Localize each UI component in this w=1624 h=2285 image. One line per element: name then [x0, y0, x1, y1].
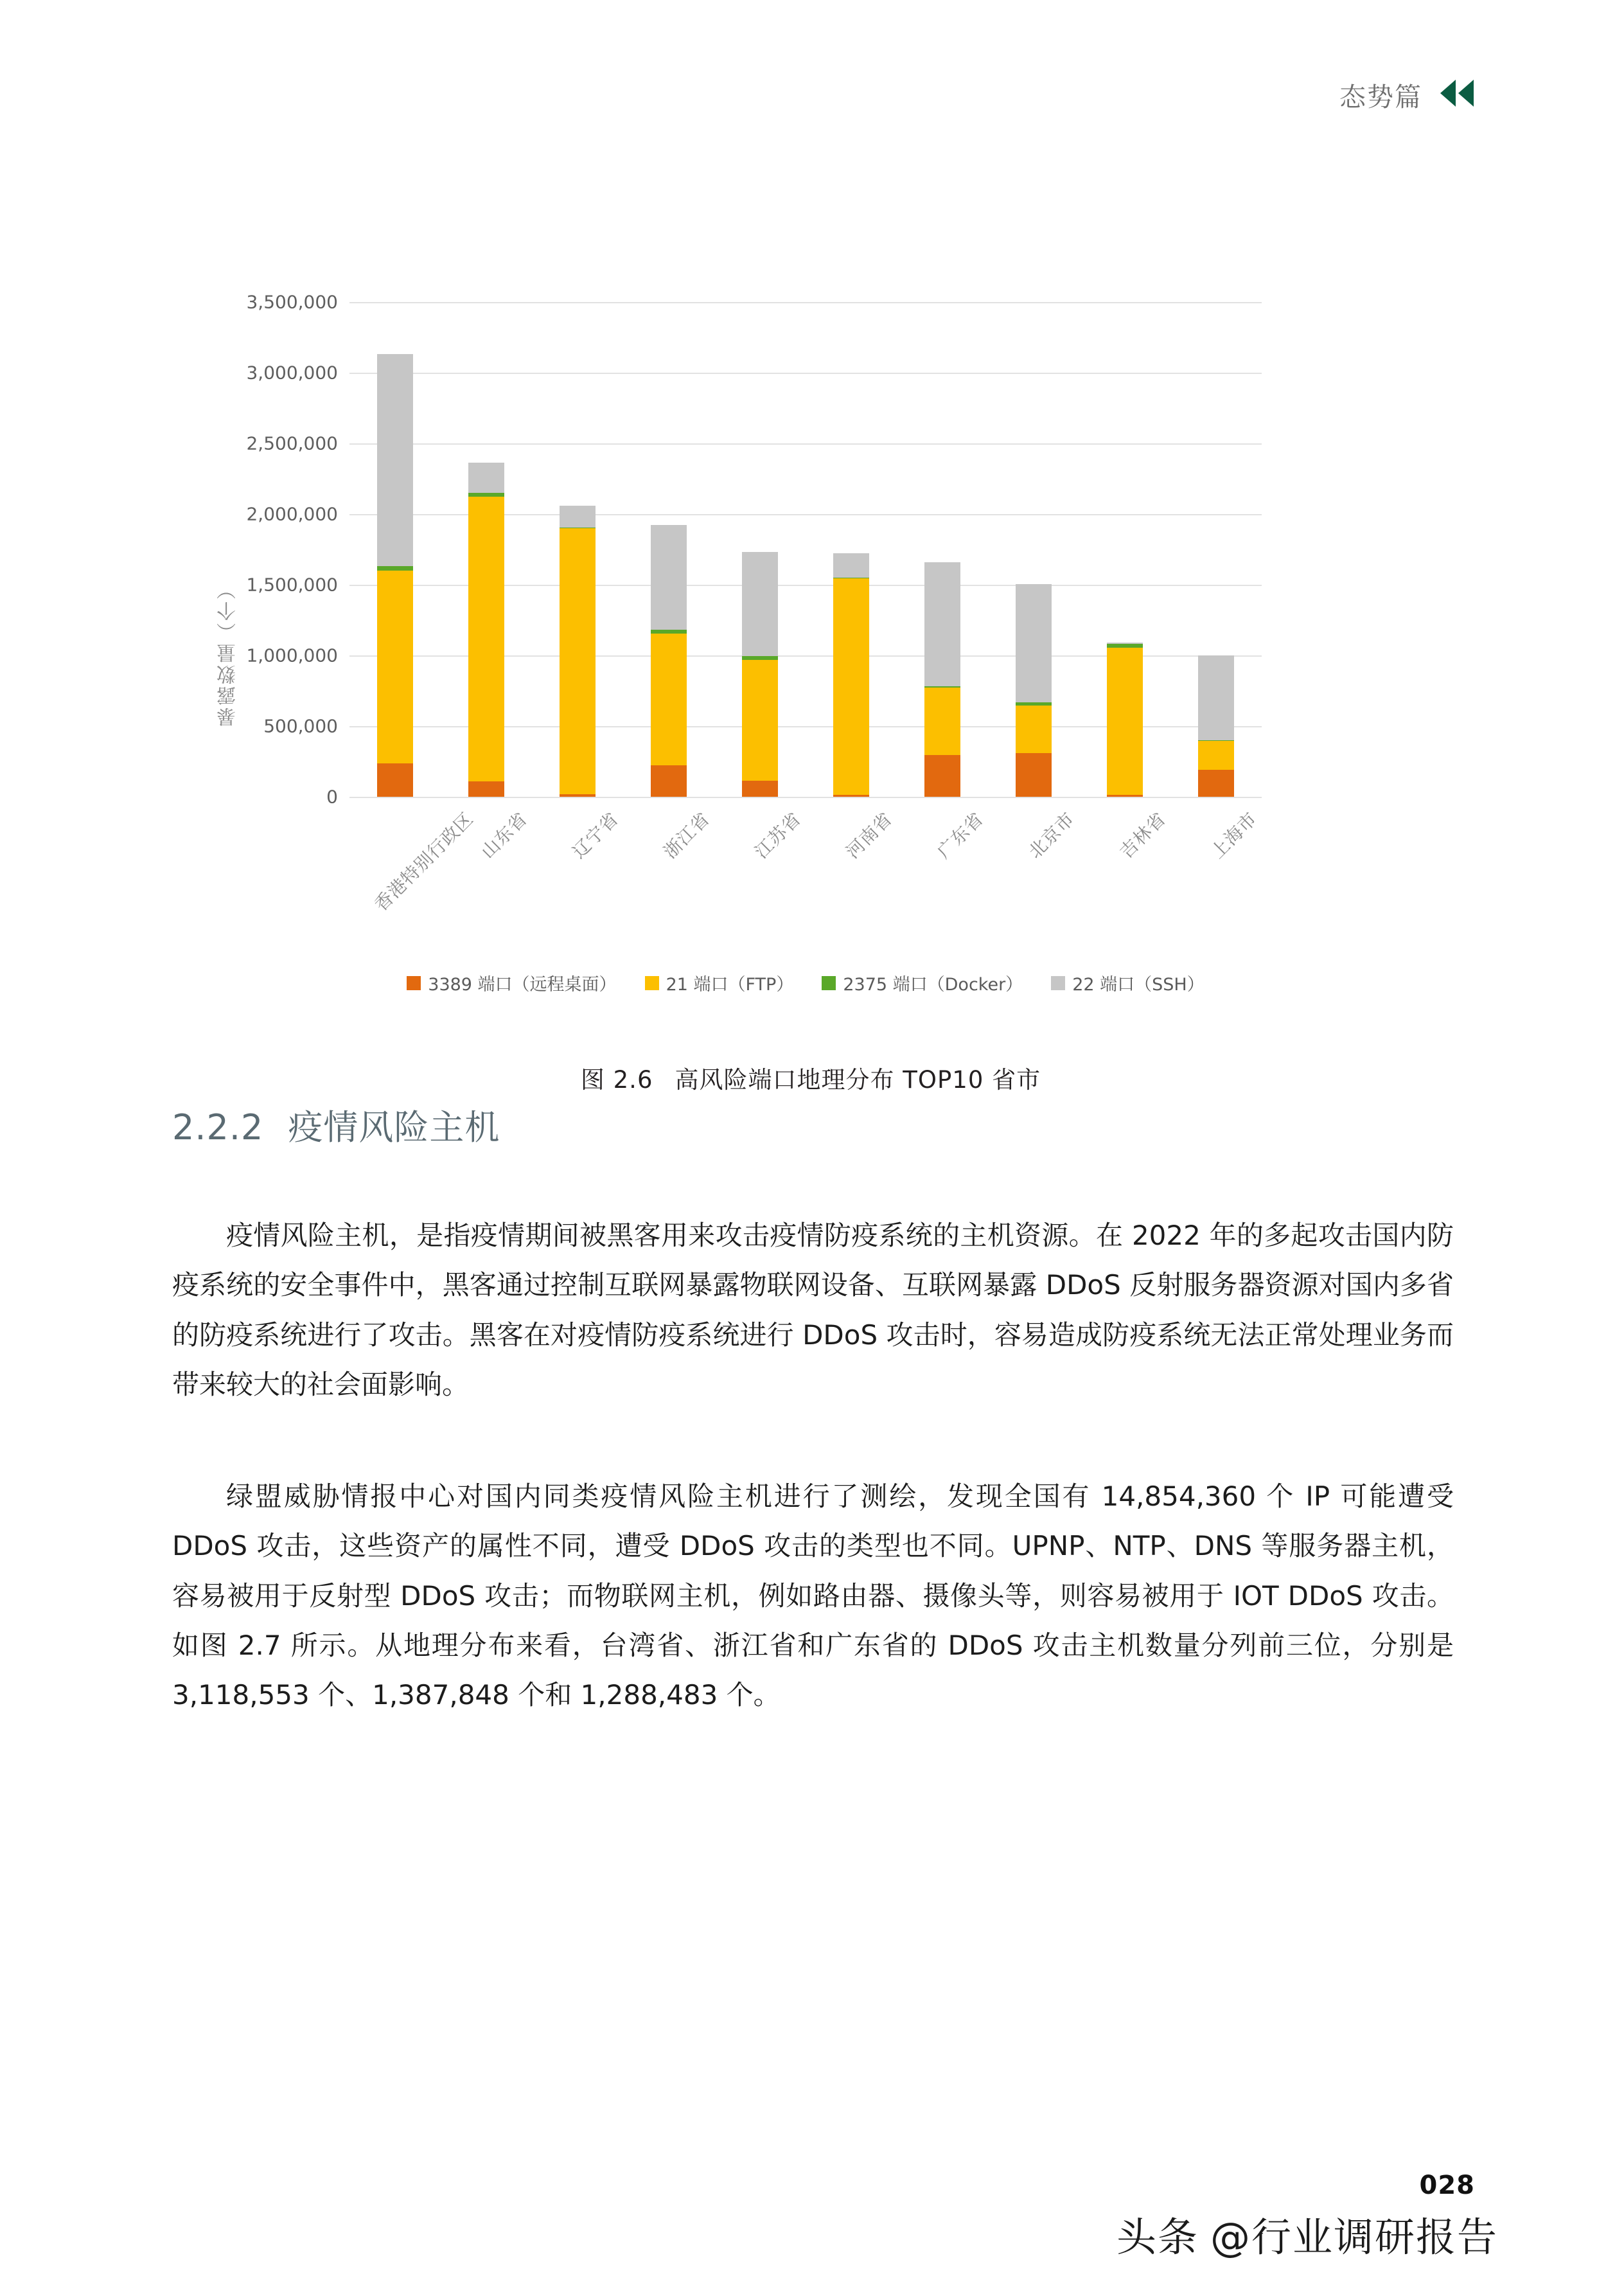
x-label-slot [441, 802, 532, 950]
x-label-slot [1079, 802, 1170, 950]
stacked-bar [1107, 643, 1143, 797]
legend-label: 2375 端口（Docker） [843, 975, 1023, 995]
page-header [1339, 76, 1475, 114]
bar-segment [560, 794, 596, 797]
y-tick-label: 2,500,000 [246, 432, 338, 454]
y-tick-label: 3,500,000 [246, 291, 338, 313]
y-tick-label: 3,000,000 [246, 362, 338, 384]
bar-segment [377, 566, 413, 571]
bar-segment [742, 781, 778, 797]
x-label-slot [532, 802, 623, 950]
x-tick-label: 上海市 [1206, 808, 1262, 863]
bar-slot [623, 302, 714, 797]
bar-segment [1016, 706, 1052, 753]
bar-slot [349, 302, 441, 797]
bar-segment [377, 571, 413, 763]
bar-segment [560, 528, 596, 794]
section-title: 疫情风险主机 [288, 1107, 500, 1148]
y-tick-label: 500,000 [263, 715, 338, 737]
legend-item[interactable] [645, 970, 794, 995]
bar-segment [377, 354, 413, 566]
bar-slot [441, 302, 532, 797]
bar-slot [806, 302, 897, 797]
bar-segment [924, 562, 960, 687]
bar-segment [924, 755, 960, 797]
bar-slot [1170, 302, 1262, 797]
bar-segment [742, 660, 778, 781]
chart-x-tick-labels [349, 802, 1262, 950]
legend-item[interactable] [822, 970, 1023, 995]
stacked-bar [742, 552, 778, 797]
bar-segment [1107, 648, 1143, 795]
stacked-bar [651, 525, 687, 797]
x-tick-label: 江苏省 [750, 808, 806, 863]
bar-segment [468, 463, 504, 493]
rewind-double-left-icon [1439, 78, 1475, 111]
legend-swatch-icon [645, 976, 659, 990]
x-label-slot [988, 802, 1079, 950]
watermark [1116, 2205, 1498, 2263]
chart-frame [168, 291, 1453, 995]
bar-segment [1016, 584, 1052, 702]
x-label-slot [714, 802, 806, 950]
stacked-bar [1016, 584, 1052, 797]
stacked-bar [377, 354, 413, 797]
bar-slot [714, 302, 806, 797]
chart-y-axis-label: 暴露数量（个） [217, 578, 240, 727]
bar-segment [833, 578, 869, 795]
legend-item[interactable] [407, 970, 616, 995]
x-label-slot [623, 802, 714, 950]
bar-slot [532, 302, 623, 797]
stacked-bar [468, 463, 504, 797]
page-number: 028 [1419, 2171, 1475, 2200]
bar-segment [833, 553, 869, 578]
bar-slot [1079, 302, 1170, 797]
x-tick-label: 北京市 [1024, 808, 1079, 863]
bar-segment [1198, 770, 1234, 797]
y-tick-label: 0 [326, 786, 338, 808]
bar-segment [651, 765, 687, 797]
bar-segment [468, 497, 504, 781]
watermark-prefix: 头条 [1116, 2214, 1199, 2261]
stacked-bar [833, 553, 869, 797]
bar-slot [897, 302, 988, 797]
legend-swatch-icon [1051, 976, 1065, 990]
bar-segment [833, 795, 869, 797]
section-heading [172, 1100, 500, 1150]
chart-plot-area [246, 291, 1262, 808]
bar-segment [468, 781, 504, 797]
x-tick-label: 山东省 [477, 808, 532, 863]
stacked-bar [924, 562, 960, 797]
figure-caption-text: 高风险端口地理分布 TOP10 省市 [675, 1066, 1041, 1094]
x-tick-label: 辽宁省 [568, 808, 623, 863]
bar-segment [924, 688, 960, 756]
bar-segment [560, 506, 596, 528]
figure-2-6 [168, 291, 1453, 1094]
bar-segment [1198, 655, 1234, 740]
body-paragraph-1: 疫情风险主机，是指疫情期间被黑客用来攻击疫情防疫系统的主机资源。在 2022 年的多起攻击国内防疫系统的安全事件中，黑客通过控制互联网暴露物联网设备、互联网暴露 DDoS 反射服务器资源对国内多省的防疫系统进行了攻击。黑客在对疫情防疫系统进行 DDoS 攻击时，容易造成防疫系统无法正常处理业务而带来较大的社会面影响。 [172, 1220, 1454, 1400]
figure-caption-number: 图 2.6 [580, 1066, 653, 1094]
gridline [349, 797, 1262, 798]
x-tick-label: 广东省 [933, 808, 988, 863]
x-tick-label: 吉林省 [1115, 808, 1170, 863]
legend-label: 3389 端口（远程桌面） [428, 975, 617, 995]
legend-label: 22 端口（SSH） [1072, 975, 1205, 995]
y-tick-label: 2,000,000 [246, 503, 338, 525]
header-title: 态势篇 [1339, 82, 1422, 112]
bar-slot [988, 302, 1079, 797]
body-paragraph-2: 绿盟威胁情报中心对国内同类疫情风险主机进行了测绘，发现全国有 14,854,360 个 IP 可能遭受 DDoS 攻击，这些资产的属性不同，遭受 DDoS 攻击的类型也不同。UPNP、NTP、DNS 等服务器主机，容易被用于反射型 DDoS 攻击；而物联网主机，例如路由器、摄像头等，则容易被用于 IOT DDoS 攻击。如图 2.7 所示。从地理分布来看，台湾省、浙江省和广东省的 DDoS 攻击主机数量分列前三位，分别是 3,118,553 个、1,387,848 个和 1,288,483 个。 [172, 1480, 1454, 1711]
stacked-bar [1198, 655, 1234, 797]
chart-bars [349, 302, 1262, 797]
legend-item[interactable] [1051, 970, 1205, 995]
y-tick-label: 1,500,000 [246, 574, 338, 596]
chart-legend [349, 970, 1262, 995]
x-tick-label: 河南省 [842, 808, 897, 863]
stacked-bar [560, 506, 596, 797]
section-number: 2.2.2 [172, 1107, 264, 1148]
x-label-slot [897, 802, 988, 950]
x-label-slot [806, 802, 897, 950]
bar-segment [651, 634, 687, 765]
watermark-handle: @行业调研报告 [1210, 2214, 1498, 2261]
y-tick-label: 1,000,000 [246, 645, 338, 666]
legend-swatch-icon [822, 976, 836, 990]
bar-segment [377, 763, 413, 797]
x-label-slot [349, 802, 478, 950]
x-tick-label: 香港特别行政区 [370, 808, 478, 916]
bar-segment [1016, 753, 1052, 797]
bar-segment [1198, 741, 1234, 770]
bar-segment [742, 552, 778, 656]
legend-swatch-icon [407, 976, 421, 990]
bar-segment [1107, 795, 1143, 797]
bar-segment [651, 525, 687, 630]
x-tick-label: 浙江省 [659, 808, 714, 863]
legend-label: 21 端口（FTP） [666, 975, 794, 995]
figure-caption [168, 1060, 1453, 1095]
x-label-slot [1170, 802, 1262, 950]
